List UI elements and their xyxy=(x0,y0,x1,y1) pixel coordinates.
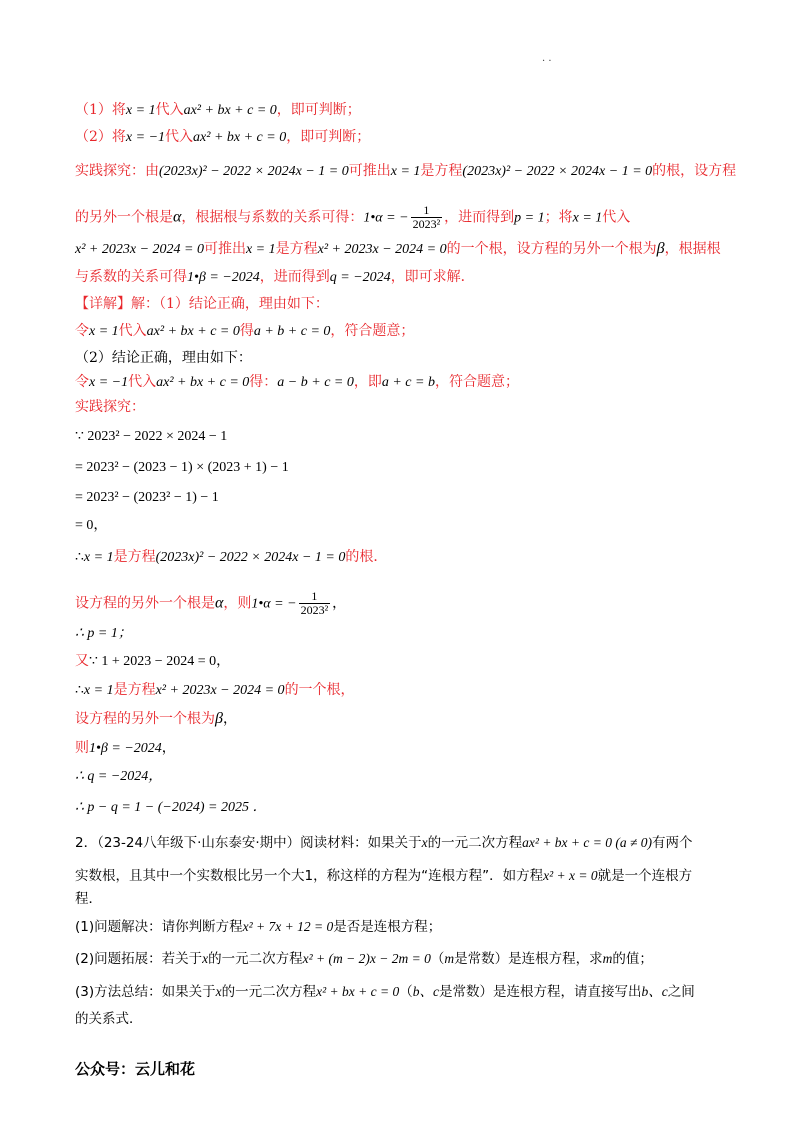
relation-hint-line: 与系数的关系可得1•β = −2024，进而得到q = −2024，即可求解． xyxy=(75,269,475,285)
step-7: ∴ p = 1； xyxy=(75,626,132,641)
step-5: ∴x = 1是方程(2023x)² − 2022 × 2024x − 1 = 0的根． xyxy=(75,549,388,565)
detail-line-2: 令x = −1代入ax² + bx + c = 0得：a − b + c = 0，即a + c = b，符合题意； xyxy=(75,374,519,390)
alpha-hint-line: 的另外一个根是α，根据根与系数的关系可得：1•α = − $\frac{1}{\text{2023²}}$ ，进而得到p = 1；将x = 1代入 xyxy=(75,203,631,231)
question-2-part-3: (3)方法总结：如果关于x的一元二次方程x² + bx + c = 0（b、c是常数）是连根方程，请直接写出b、c之间 xyxy=(75,984,695,1000)
step-3: = 2023² − (2023² − 1) − 1 xyxy=(75,490,219,505)
step-11: 则1•β = −2024， xyxy=(75,740,176,756)
fraction: $\frac{1}{\text{2023²}}$ xyxy=(300,589,329,617)
question-2-line-2: 实数根，且其中一个实数根比另一个大1，称这样的方程为“连根方程”．如方程x² + x = 0就是一个连根方 xyxy=(75,868,693,884)
question-2-line-3: 程． xyxy=(75,891,102,907)
step-13: ∴ p − q = 1 − (−2024) = 2025 ． xyxy=(75,800,267,815)
detail-line-1: 令x = 1代入ax² + bx + c = 0得a + b + c = 0，符合题意； xyxy=(75,323,415,339)
question-2-line-1: 2．（23-24八年级下·山东泰安·期中）阅读材料：如果关于x的一元二次方程ax² + bx + c = 0 (a ≠ 0)有两个 xyxy=(75,835,693,851)
practice-hint-line: 实践探究：由(2023x)² − 2022 × 2024x − 1 = 0可推出x = 1是方程(2023x)² − 2022 × 2024x − 1 = 0的根，设方程 xyxy=(75,163,737,179)
hint-line-1: （1）将x = 1代入ax² + bx + c = 0，即可判断； xyxy=(75,102,361,118)
practice-heading: 实践探究： xyxy=(75,399,145,415)
step-9: ∴x = 1是方程x² + 2023x − 2024 = 0的一个根， xyxy=(75,682,355,698)
step-8: 又∵ 1 + 2023 − 2024 = 0， xyxy=(75,653,231,669)
detail-heading-2: （2）结论正确，理由如下： xyxy=(75,350,252,366)
hint-line-2: （2）将x = −1代入ax² + bx + c = 0，即可判断； xyxy=(75,129,371,145)
beta-hint-line: x² + 2023x − 2024 = 0可推出x = 1是方程x² + 2023x − 2024 = 0的一个根，设方程的另外一个根为β，根据根 xyxy=(75,240,721,257)
fraction: $\frac{1}{\text{2023²}}$ xyxy=(412,203,441,231)
question-2-part-3-cont: 的关系式． xyxy=(75,1011,143,1027)
header-marks: · · xyxy=(542,56,552,67)
step-10: 设方程的另外一个根为β， xyxy=(75,710,237,727)
question-2-part-2: (2)问题拓展：若关于x的一元二次方程x² + (m − 2)x − 2m = 0（m是常数）是连根方程，求m的值； xyxy=(75,951,653,967)
step-6: 设方程的另外一个根是α，则1•α = − $\frac{1}{\text{2023²}}$ ， xyxy=(75,589,347,617)
detail-heading: 【详解】解：（1）结论正确，理由如下： xyxy=(75,296,329,312)
step-4: = 0， xyxy=(75,518,108,533)
step-2: = 2023² − (2023 − 1) × (2023 + 1) − 1 xyxy=(75,460,289,475)
footer-account: 公众号：云儿和花 xyxy=(75,1060,196,1078)
step-12: ∴ q = −2024， xyxy=(75,769,163,784)
step-1: ∵ 2023² − 2022 × 2024 − 1 xyxy=(75,429,228,444)
question-2-part-1: (1)问题解决：请你判断方程x² + 7x + 12 = 0是否是连根方程； xyxy=(75,919,442,935)
